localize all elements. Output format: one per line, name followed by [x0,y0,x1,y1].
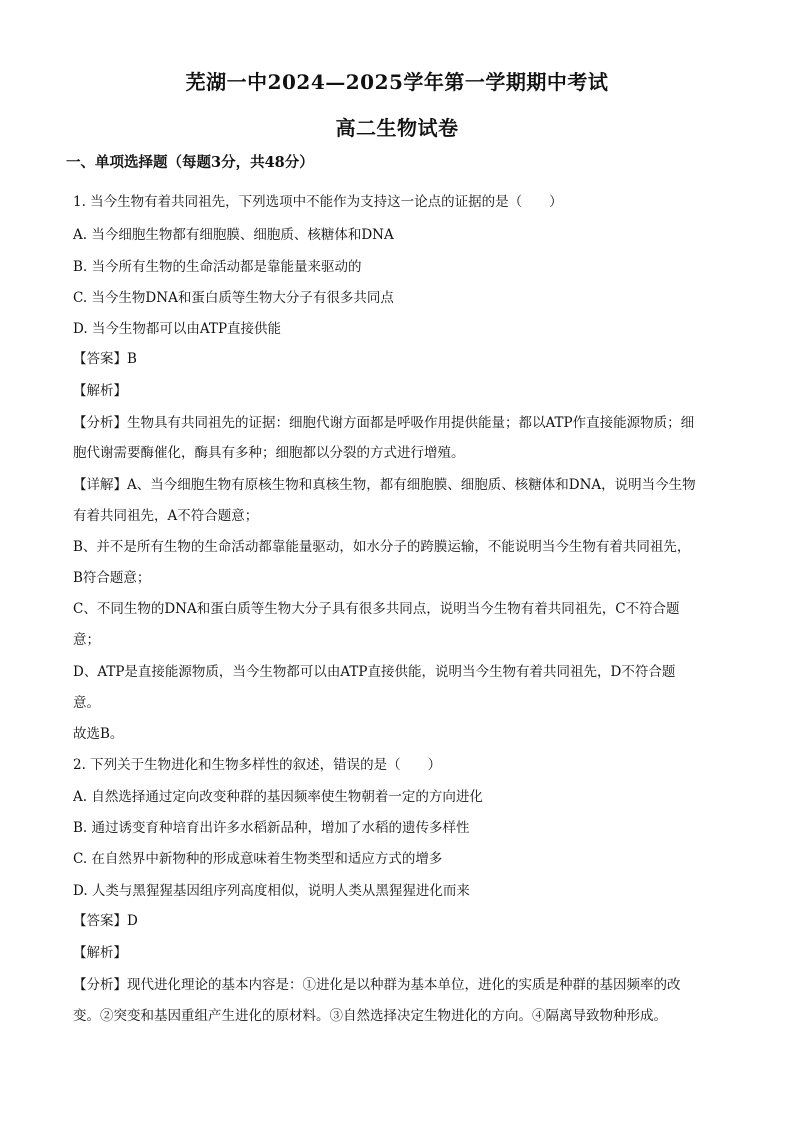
q1-analysis-line: 意； [73,632,100,648]
q1-analysis-line: 【分析】生物具有共同祖先的证据：细胞代谢方面都是呼吸作用提供能量；都以ATP作直接能源物质；细 [73,415,695,431]
q1-analysis-line: 胞代谢需要酶催化，酶具有多种；细胞都以分裂的方式进行增殖。 [73,445,465,461]
q2-answer: 【答案】D [73,913,138,929]
q1-analysis-line: C、不同生物的DNA和蛋白质等生物大分子具有很多共同点，说明当今生物有着共同祖先，C不符合题 [73,601,680,617]
q2-analysis-label: 【解析】 [73,945,127,961]
q2-analysis-line: 变。②突变和基因重组产生进化的原材料。③自然选择决定生物进化的方向。④隔离导致物种形成。 [73,1008,667,1024]
q2-option-d: D. 人类与黑猩猩基因组序列高度相似，说明人类从黑猩猩进化而来 [73,883,470,899]
q1-analysis-line: 【详解】A、当今细胞生物有原核生物和真核生物，都有细胞膜、细胞质、核糖体和DNA，说明当今生物 [73,477,696,493]
exam-title: 芜湖一中2024—2025学年第一学期期中考试 [185,70,609,94]
q2-option-a: A. 自然选择通过定向改变种群的基因频率使生物朝着一定的方向进化 [73,789,483,805]
q1-analysis-line: D、ATP是直接能源物质，当今生物都可以由ATP直接供能，说明当今生物有着共同祖先，D不符合题 [73,664,676,680]
q1-analysis-line: B符合题意； [73,570,151,586]
q2-option-c: C. 在自然界中新物种的形成意味着生物类型和适应方式的增多 [73,851,443,867]
section-heading: 一、单项选择题（每题3分，共48分） [66,154,314,171]
q1-analysis-line: 有着共同祖先，A不符合题意； [73,508,259,524]
q1-option-a: A. 当今细胞生物都有细胞膜、细胞质、核糖体和DNA [73,227,394,243]
q1-option-c: C. 当今生物DNA和蛋白质等生物大分子有很多共同点 [73,290,394,306]
q2-analysis-line: 【分析】现代进化理论的基本内容是：①进化是以种群为基本单位，进化的实质是种群的基因频率的改 [73,977,681,993]
q1-option-d: D. 当今生物都可以由ATP直接供能 [73,321,282,337]
exam-subtitle: 高二生物试卷 [335,116,459,140]
q2-option-b: B. 通过诱变育种培育出许多水稻新品种，增加了水稻的遗传多样性 [73,820,470,836]
q1-option-b: B. 当今所有生物的生命活动都是靠能量来驱动的 [73,259,362,275]
q1-stem: 1. 当今生物有着共同祖先，下列选项中不能作为支持这一论点的证据的是（ ） [73,194,563,210]
q1-answer: 【答案】B [73,351,137,367]
q1-conclusion: 故选B。 [73,726,124,742]
q1-analysis-label: 【解析】 [73,383,127,399]
q1-analysis-line: B、并不是所有生物的生命活动都靠能量驱动，如水分子的跨膜运输，不能说明当今生物有着共同祖先， [73,539,691,555]
q2-stem: 2. 下列关于生物进化和生物多样性的叙述，错误的是（ ） [73,757,442,773]
q1-analysis-line: 意。 [73,695,100,711]
